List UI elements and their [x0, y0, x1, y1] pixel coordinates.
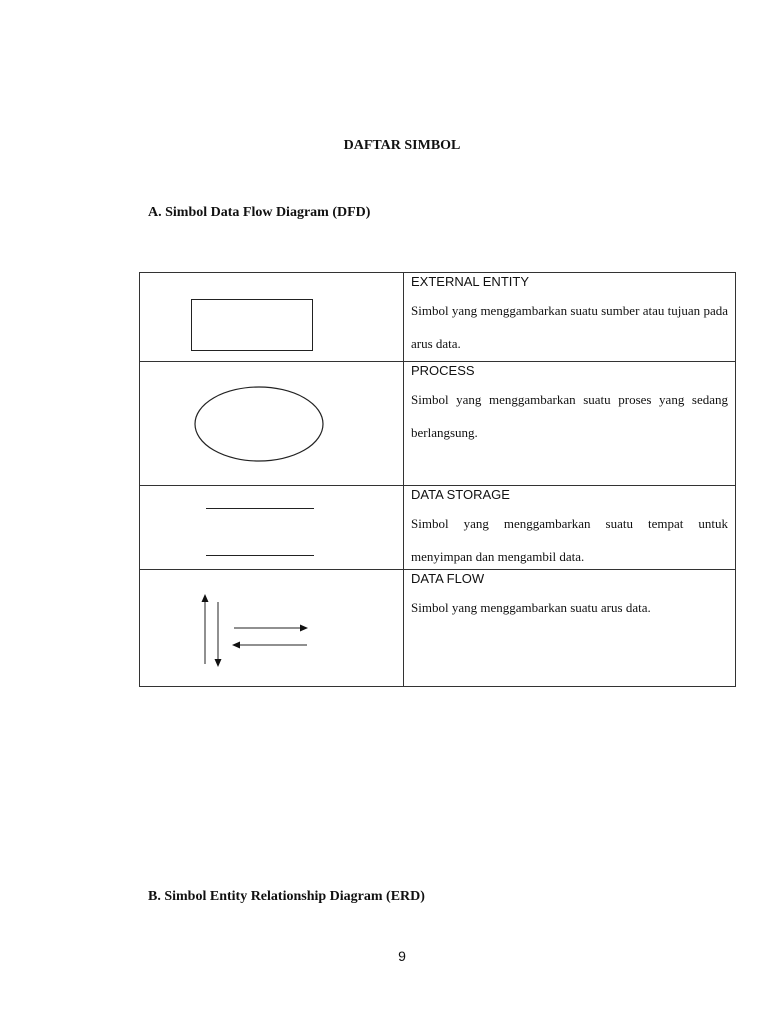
page-title: DAFTAR SIMBOL: [343, 138, 461, 153]
parallel-lines-icon: [140, 486, 403, 569]
rectangle-icon: [140, 273, 403, 361]
symbol-name: DATA FLOW: [411, 571, 485, 586]
symbol-name: DATA STORAGE: [411, 487, 510, 502]
section-heading-dfd: A. Simbol Data Flow Diagram (DFD): [148, 205, 371, 220]
symbol-description: Simbol yang menggambarkan suatu arus data.: [411, 600, 651, 615]
description-cell: [404, 273, 735, 361]
table-row: [140, 273, 735, 362]
table-row: [140, 570, 735, 686]
symbol-description: Simbol yang menggambarkan suatu tempat untuk menyimpan dan mengambil data.: [411, 516, 728, 564]
description-cell: [404, 486, 735, 569]
table-row: [140, 486, 735, 570]
arrows-icon: [140, 570, 403, 685]
symbol-cell: [140, 362, 404, 485]
page-number: 9: [398, 948, 406, 964]
description-cell: [404, 570, 735, 686]
symbol-cell: [140, 570, 404, 686]
ellipse-icon: [140, 362, 403, 485]
table-row: [140, 362, 735, 486]
symbol-name: EXTERNAL ENTITY: [411, 274, 529, 289]
symbol-description: Simbol yang menggambarkan suatu sumber atau tujuan pada arus data.: [411, 303, 728, 351]
dfd-symbol-table: [139, 272, 736, 687]
symbol-cell: [140, 486, 404, 569]
section-heading-erd: B. Simbol Entity Relationship Diagram (ERD): [148, 889, 425, 904]
description-cell: [404, 362, 735, 485]
symbol-description: Simbol yang menggambarkan suatu proses yang sedang berlangsung.: [411, 392, 728, 440]
symbol-cell: [140, 273, 404, 361]
symbol-name: PROCESS: [411, 363, 475, 378]
